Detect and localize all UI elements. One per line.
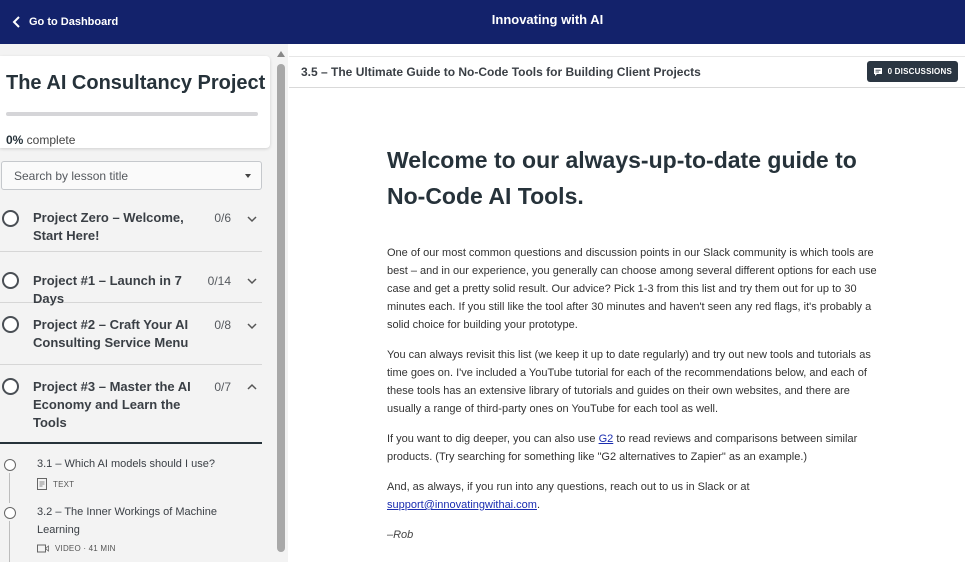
lesson-item-3-1[interactable] [0,459,262,507]
section-title: Project #3 – Master the AI Economy and Learn the Tools [33,379,191,430]
chevron-down-icon [247,215,257,223]
progress-text [6,133,75,147]
lesson-search-select[interactable] [1,161,262,190]
progress-suffix: complete [23,133,76,147]
section-title: Project Zero – Welcome, Start Here! [33,210,184,243]
article-heading: Welcome to our always-up-to-date guide to No-Code AI Tools. [387,147,857,209]
section-project-2[interactable] [0,303,262,365]
section-count: 0/7 [214,380,231,394]
chevron-down-icon [247,322,257,330]
chevron-down-icon [247,277,257,285]
search-placeholder: Search by lesson title [14,169,129,183]
lesson-connector-line [9,521,10,562]
main-content [289,56,965,562]
g2-link[interactable]: G2 [598,433,614,445]
section-count: 0/8 [214,318,231,332]
section-count: 0/6 [214,211,231,225]
top-bar [0,0,965,44]
article-paragraph [387,478,887,514]
article-paragraph: One of our most common questions and discussion points in our Slack community is which tools are best – and in our experience, you generally can choose among several different options for each use case and get a pretty solid result. Our advice? Pick 1-3 from this list and try them out for up to 30 minutes each. If you still like the tool after 30 minutes and haven't seen any red flags, it's probably a solid choice for building your prototype. [387,247,877,331]
section-status-circle [2,272,19,289]
section-status-circle [2,210,19,227]
section-project-3[interactable] [0,365,262,444]
lesson-meta [37,544,116,553]
text-icon [37,478,47,490]
discussions-button[interactable] [867,61,958,82]
section-title: Project #1 – Launch in 7 Days [33,273,182,306]
video-icon [37,544,49,553]
caret-down-icon [245,174,251,178]
article [387,142,887,556]
sidebar [0,44,288,562]
lesson-status-circle [4,459,16,471]
article-paragraph: You can always revisit this list (we keep it up to date regularly) and try out new tools and tutorials as time goes on. I've included a YouTube tutorial for each of the recommendations below, and each of these tools has an extensive library of tutorials and guides on their own websites, and there are usually a range of third-party ones on YouTube for each tool as well. [387,349,871,415]
text-fragment: And, as always, if you run into any questions, reach out to us in Slack or at [387,481,750,493]
chevron-up-icon [247,383,257,391]
lesson-connector-line [9,473,10,503]
lesson-title: 3.5 – The Ultimate Guide to No-Code Tools for Building Client Projects [301,65,701,79]
text-fragment: . [536,499,541,511]
text-fragment: If you want to dig deeper, you can also use [387,433,599,445]
lesson-title: 3.1 – Which AI models should I use? [37,458,215,470]
sidebar-scrollbar[interactable] [274,48,288,562]
text-fragment: to read reviews and comparisons between similar products. (Try searching for something like "G2 alternatives to Zapier" as an example.) [387,433,858,463]
support-email-link[interactable]: support@innovatingwithai.com [387,499,537,511]
section-status-circle [2,378,19,395]
discussions-label: 0 DISCUSSIONS [887,67,952,76]
section-project-1[interactable] [0,253,262,306]
signature: –Rob [387,529,414,541]
go-to-dashboard-label: Go to Dashboard [29,16,119,28]
progress-bar [6,112,258,116]
lesson-meta-text: VIDEO · 41 MIN [55,544,116,553]
lesson-meta [37,478,74,490]
course-title: Innovating with AI [491,12,604,27]
progress-percent: 0% [6,133,24,147]
lesson-header [289,56,965,88]
scrollbar-thumb[interactable] [277,64,285,552]
section-project-zero[interactable] [0,190,262,252]
course-card [0,56,270,148]
section-title: Project #2 – Craft Your AI Consulting Service Menu [33,317,189,350]
lesson-title: 3.2 – The Inner Workings of Machine Learning [37,506,217,536]
scroll-up-arrow-icon[interactable] [277,51,285,57]
course-name: The AI Consultancy Project [6,72,266,94]
section-status-circle [2,316,19,333]
lesson-meta-text: TEXT [53,479,75,489]
lesson-status-circle [4,507,16,519]
chat-bubble-icon [873,67,883,77]
article-paragraph [387,430,887,466]
section-count: 0/14 [207,274,231,288]
lesson-item-3-2[interactable] [0,507,262,562]
